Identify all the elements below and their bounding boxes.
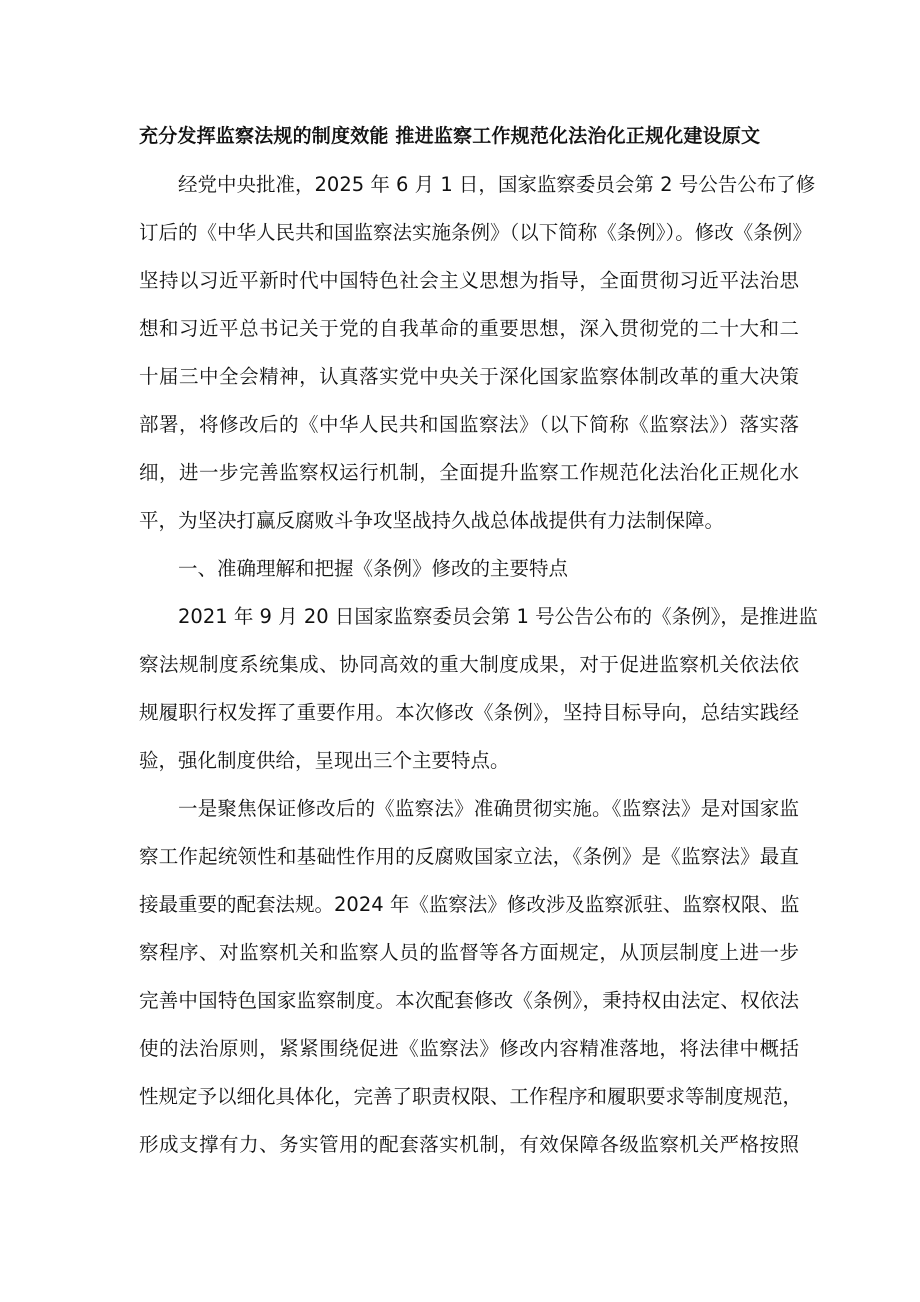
paragraph-line: 平，为坚决打赢反腐败斗争攻坚战持久战总体战提供有力法制保障。 (139, 509, 725, 532)
paragraph-line: 察工作起统领性和基础性作用的反腐败国家立法，《条例》是《监察法》最直 (139, 845, 799, 868)
paragraph-line: 察法规制度系统集成、协同高效的重大制度成果，对于促进监察机关依法依 (139, 653, 799, 676)
section-heading: 一、准确理解和把握《条例》修改的主要特点 (178, 557, 569, 580)
paragraph-line: 性规定予以细化具体化，完善了职责权限、工作程序和履职要求等制度规范， (139, 1085, 803, 1108)
paragraph-line: 使的法治原则，紧紧围绕促进《监察法》修改内容精准落地，将法律中概括 (139, 1037, 799, 1060)
paragraph-line: 2021 年 9 月 20 日国家监察委员会第 1 号公告公布的《条例》，是推进监 (178, 605, 818, 628)
paragraph-line: 接最重要的配套法规。2024 年《监察法》修改涉及监察派驻、监察权限、监 (139, 893, 800, 916)
paragraph-line: 部署，将修改后的《中华人民共和国监察法》（以下简称《监察法》）落实落 (139, 413, 799, 436)
paragraph-line: 想和习近平总书记关于党的自我革命的重要思想，深入贯彻党的二十大和二 (139, 317, 799, 340)
paragraph-line: 经党中央批准，2025 年 6 月 1 日，国家监察委员会第 2 号公告公布了修 (178, 173, 816, 196)
paragraph-line: 十届三中全会精神，认真落实党中央关于深化国家监察体制改革的重大决策 (139, 365, 799, 388)
paragraph-line: 验，强化制度供给，呈现出三个主要特点。 (139, 749, 510, 772)
paragraph-line: 订后的《中华人民共和国监察法实施条例》（以下简称《条例》）。修改《条例》 (139, 221, 812, 244)
paragraph-line: 察程序、对监察机关和监察人员的监督等各方面规定，从顶层制度上进一步 (139, 941, 799, 964)
paragraph-line: 坚持以习近平新时代中国特色社会主义思想为指导，全面贯彻习近平法治思 (139, 269, 799, 292)
paragraph-line: 一是聚焦保证修改后的《监察法》准确贯彻实施。《监察法》是对国家监 (178, 797, 799, 820)
paragraph-line: 完善中国特色国家监察制度。本次配套修改《条例》，秉持权由法定、权依法 (139, 989, 799, 1012)
paragraph-line: 规履职行权发挥了重要作用。本次修改《条例》，坚持目标导向，总结实践经 (139, 701, 799, 724)
paragraph-line: 形成支撑有力、务实管用的配套落实机制，有效保障各级监察机关严格按照 (139, 1133, 799, 1156)
paragraph-line: 细，进一步完善监察权运行机制，全面提升监察工作规范化法治化正规化水 (139, 461, 799, 484)
document-title: 充分发挥监察法规的制度效能 推进监察工作规范化法治化正规化建设原文 (139, 125, 761, 147)
